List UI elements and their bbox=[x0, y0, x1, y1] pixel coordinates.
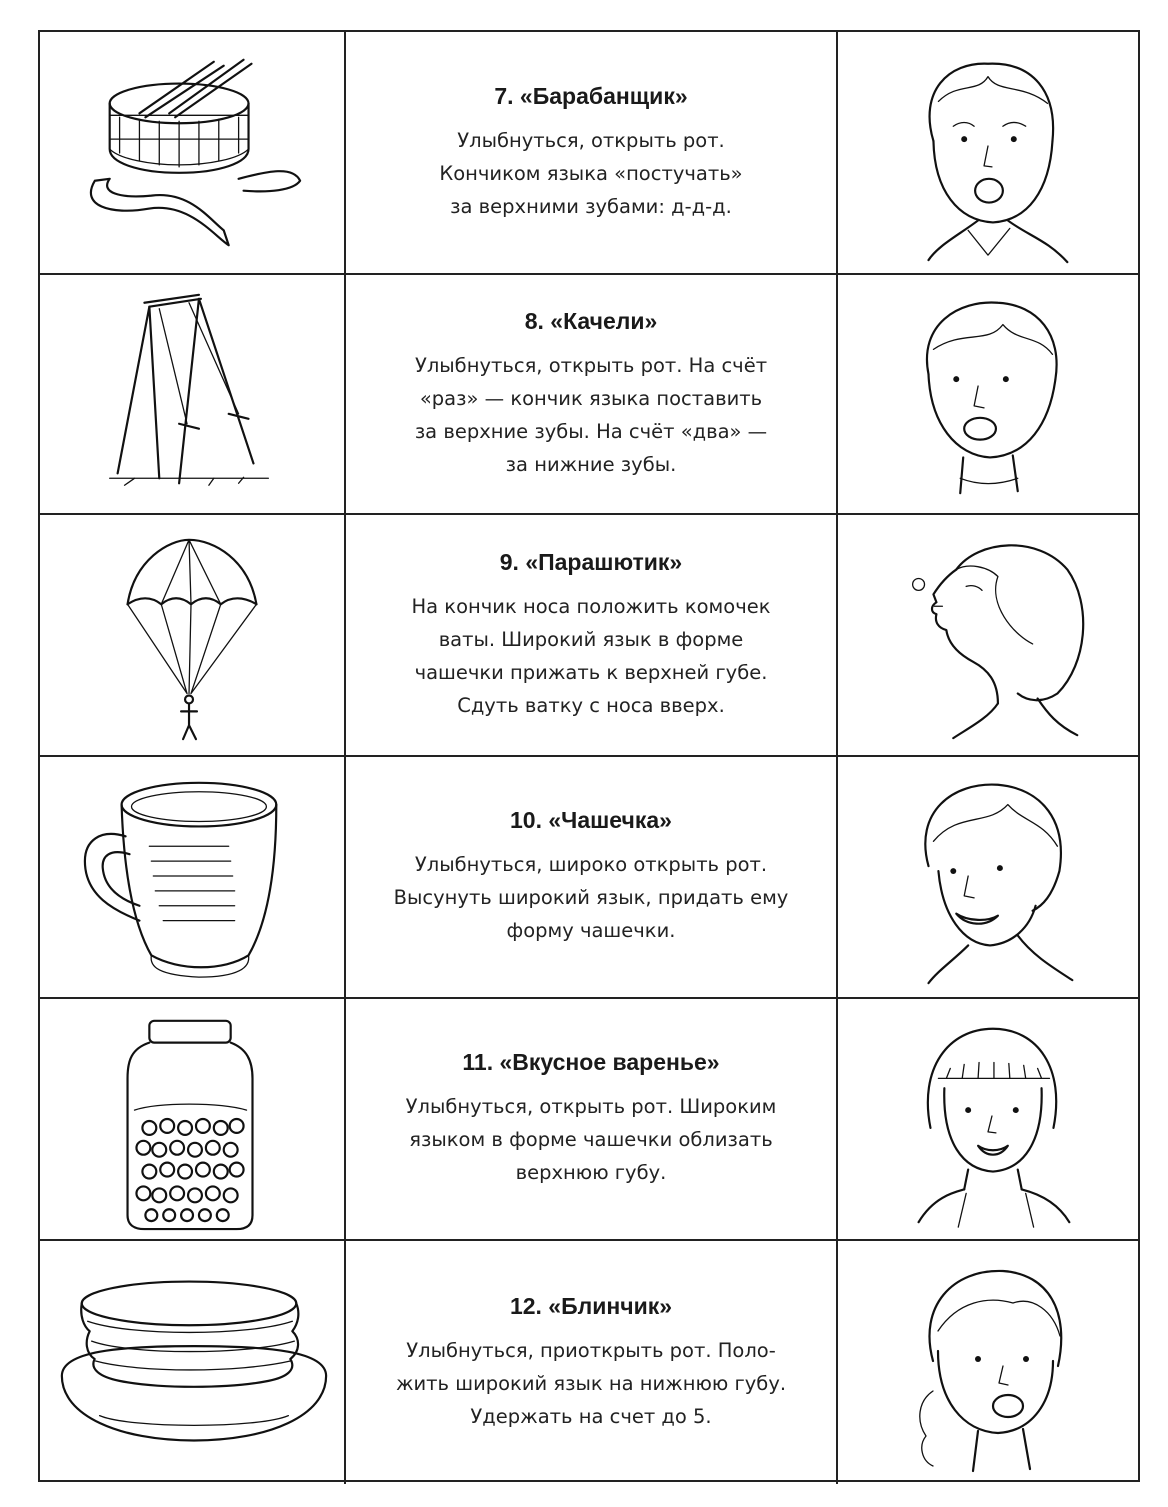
exercise-row-9 bbox=[40, 515, 1138, 757]
jam-jar-icon bbox=[40, 999, 344, 1239]
exercise-title: 12. «Блинчик» bbox=[509, 1292, 673, 1319]
exercise-description: На кончик носа положить комочек ваты. Широкий язык в форме чашечки прижать к верхней губе. Сдуть ватку с носа вверх. bbox=[411, 594, 771, 717]
girl-face-icon bbox=[838, 999, 1138, 1239]
exercise-title: 11. «Вкусное варенье» bbox=[462, 1049, 720, 1075]
face-illustration-cell bbox=[838, 515, 1138, 755]
exercise-description: Улыбнуться, широко открыть рот. Высунуть широкий язык, придать ему форму чашечки. bbox=[393, 853, 789, 942]
swing-icon bbox=[40, 275, 344, 513]
exercise-row-10 bbox=[40, 757, 1138, 999]
girl-face-icon bbox=[838, 1241, 1138, 1484]
face-illustration-cell bbox=[838, 275, 1138, 513]
object-illustration-cell bbox=[40, 757, 346, 997]
face-illustration-cell bbox=[838, 1241, 1138, 1484]
face-illustration-cell bbox=[838, 757, 1138, 997]
object-illustration-cell bbox=[40, 999, 346, 1239]
drum-icon bbox=[40, 32, 344, 273]
exercise-row-7 bbox=[40, 32, 1138, 275]
exercise-description: Улыбнуться, открыть рот. Широким языком в форме чашечки облизать верхнюю губу. bbox=[405, 1095, 777, 1184]
exercise-description: Улыбнуться, приоткрыть рот. Поло- жить широкий язык на нижнюю губу. Удержать на счет до 5. bbox=[395, 1338, 787, 1428]
boy-face-icon bbox=[838, 32, 1138, 273]
child-face-icon bbox=[838, 757, 1138, 997]
exercise-text-cell bbox=[346, 999, 838, 1239]
parachute-icon bbox=[40, 515, 344, 755]
girl-profile-icon bbox=[838, 515, 1138, 755]
face-illustration-cell bbox=[838, 32, 1138, 273]
exercise-text-cell bbox=[346, 32, 838, 273]
face-illustration-cell bbox=[838, 999, 1138, 1239]
object-illustration-cell bbox=[40, 275, 346, 513]
exercise-description: Улыбнуться, открыть рот. На счёт «раз» — кончик языка поставить за верхние зубы. На счёт «два» — за нижние зубы. bbox=[414, 353, 768, 476]
object-illustration-cell bbox=[40, 1241, 346, 1484]
exercise-text-cell bbox=[346, 275, 838, 513]
exercise-title: 7. «Барабанщик» bbox=[494, 82, 688, 109]
object-illustration-cell bbox=[40, 32, 346, 273]
exercise-title: 8. «Качели» bbox=[524, 307, 658, 334]
exercise-row-12 bbox=[40, 1241, 1138, 1484]
exercise-description: Улыбнуться, открыть рот. Кончиком языка «постучать» за верхними зубами: д-д-д. bbox=[439, 128, 743, 218]
exercise-row-8 bbox=[40, 275, 1138, 515]
exercise-text-cell bbox=[346, 515, 838, 755]
pancakes-icon bbox=[40, 1241, 344, 1484]
exercise-text-cell bbox=[346, 1241, 838, 1484]
cup-icon bbox=[40, 757, 344, 997]
exercise-title: 10. «Чашечка» bbox=[510, 807, 672, 833]
object-illustration-cell bbox=[40, 515, 346, 755]
boy-face-icon bbox=[838, 275, 1138, 513]
exercise-row-11 bbox=[40, 999, 1138, 1241]
exercise-text-cell bbox=[346, 757, 838, 997]
exercise-title: 9. «Парашютик» bbox=[499, 548, 683, 575]
exercise-table bbox=[38, 30, 1140, 1482]
